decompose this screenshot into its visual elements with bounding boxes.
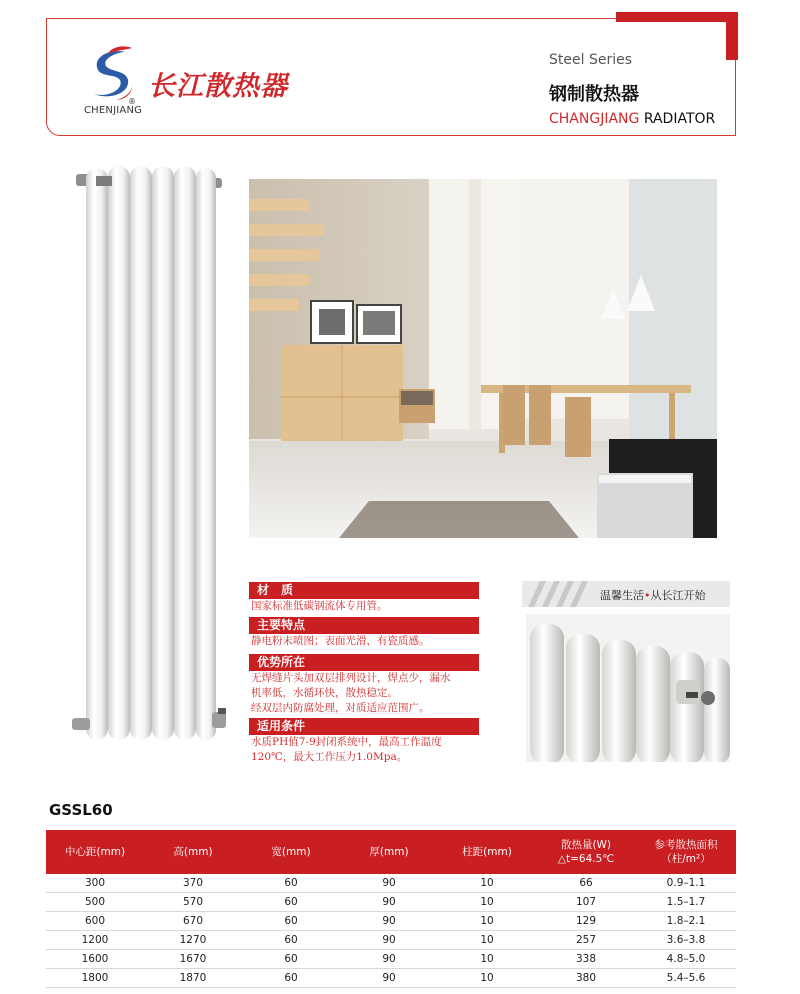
- table-header-row: [46, 830, 736, 874]
- table-cell: 570: [144, 893, 242, 912]
- registered-mark: ®: [128, 97, 136, 106]
- feature-heading: 适用条件: [249, 718, 479, 735]
- header-line: 中心距(mm): [64, 846, 126, 858]
- column-header: [536, 830, 636, 874]
- table-cell: 0.9–1.1: [636, 874, 736, 893]
- table-cell: 10: [438, 912, 536, 931]
- feature-characteristics: [249, 617, 479, 649]
- product-title: [549, 111, 715, 127]
- table-cell: 1870: [144, 969, 242, 988]
- column-header: [636, 830, 736, 874]
- table-cell: 10: [438, 931, 536, 950]
- table-cell: 370: [144, 874, 242, 893]
- feature-line: 机率低，水循环快，散热稳定。: [251, 687, 398, 699]
- table-cell: 1800: [46, 969, 144, 988]
- table-cell: 338: [536, 950, 636, 969]
- radiator-product-image: [72, 162, 232, 752]
- header-line: （柱/m²）: [661, 853, 711, 865]
- header-corner-accent-vertical: [726, 12, 738, 60]
- table-row: [46, 950, 736, 969]
- feature-line: 经双层内防腐处理，对质适应范围广。: [251, 702, 430, 714]
- table-cell: 90: [340, 969, 438, 988]
- interior-room-photo: [249, 179, 717, 538]
- table-cell: 4.8–5.0: [636, 950, 736, 969]
- table-row: [46, 931, 736, 950]
- table-cell: 90: [340, 912, 438, 931]
- table-cell: 10: [438, 874, 536, 893]
- column-header: [46, 830, 144, 874]
- table-cell: 1270: [144, 931, 242, 950]
- table-cell: 90: [340, 893, 438, 912]
- feature-line: 120℃，最大工作压力1.0Mpa。: [251, 751, 408, 763]
- column-header: [438, 830, 536, 874]
- table-cell: 107: [536, 893, 636, 912]
- brand-name-cn: 长江散热器: [148, 71, 288, 102]
- header-line: 柱距(mm): [462, 846, 512, 858]
- header-line: 宽(mm): [271, 846, 311, 858]
- header-line: 参考散热面积: [654, 839, 718, 851]
- table-cell: 300: [46, 874, 144, 893]
- table-cell: 10: [438, 950, 536, 969]
- table-cell: 60: [242, 969, 340, 988]
- feature-conditions: [249, 718, 479, 765]
- table-cell: 60: [242, 912, 340, 931]
- table-cell: 5.4–5.6: [636, 969, 736, 988]
- table-cell: 1200: [46, 931, 144, 950]
- series-label-en: Steel Series: [549, 52, 632, 68]
- header-line: 厚(mm): [369, 846, 409, 858]
- table-cell: 1.5–1.7: [636, 893, 736, 912]
- header-line: 高(mm): [173, 846, 213, 858]
- table-row: [46, 893, 736, 912]
- product-title-type: RADIATOR: [643, 111, 716, 127]
- feature-line: 静电粉末喷图；表面光滑，有瓷质感。: [251, 635, 430, 647]
- table-cell: 1.8–2.1: [636, 912, 736, 931]
- table-cell: 129: [536, 912, 636, 931]
- table-cell: 1670: [144, 950, 242, 969]
- model-number: GSSL60: [49, 801, 113, 819]
- column-header: [242, 830, 340, 874]
- column-header: [340, 830, 438, 874]
- slogan-right: 从长江开始: [650, 589, 706, 602]
- table-cell: 90: [340, 931, 438, 950]
- table-cell: 90: [340, 950, 438, 969]
- table-cell: 60: [242, 931, 340, 950]
- feature-heading: 材 质: [249, 582, 479, 599]
- feature-advantages: [249, 654, 479, 716]
- table-cell: 90: [340, 874, 438, 893]
- series-label-cn: 钢制散热器: [549, 84, 639, 105]
- table-cell: 10: [438, 969, 536, 988]
- slogan-banner: [522, 581, 730, 607]
- table-row: [46, 969, 736, 988]
- table-cell: 500: [46, 893, 144, 912]
- spec-table: [46, 830, 736, 988]
- table-cell: 66: [536, 874, 636, 893]
- feature-material: [249, 582, 479, 614]
- header-line: △t=64.5℃: [557, 853, 615, 865]
- table-cell: 380: [536, 969, 636, 988]
- table-cell: 10: [438, 893, 536, 912]
- header-corner-accent: [616, 12, 738, 22]
- table-cell: 3.6–3.8: [636, 931, 736, 950]
- feature-heading: 主要特点: [249, 617, 479, 634]
- slogan-text: [600, 587, 706, 603]
- header-line: 散热量(W): [560, 839, 612, 851]
- radiator-detail-photo: [526, 614, 730, 762]
- slogan-dot: •: [644, 589, 651, 602]
- table-cell: 257: [536, 931, 636, 950]
- table-cell: 670: [144, 912, 242, 931]
- column-header: [144, 830, 242, 874]
- brand-name-en: CHENJIANG: [84, 105, 143, 116]
- table-row: [46, 874, 736, 893]
- table-cell: 600: [46, 912, 144, 931]
- feature-heading: 优势所在: [249, 654, 479, 671]
- stripe-decoration-icon: [522, 581, 602, 607]
- table-cell: 60: [242, 950, 340, 969]
- feature-line: 无焊缝片头加双层排列设计，焊点少，漏水: [251, 672, 451, 684]
- product-title-brand: CHANGJIANG: [549, 111, 640, 127]
- brand-logo-icon: [86, 44, 138, 104]
- slogan-left: 温馨生活: [600, 589, 644, 602]
- table-cell: 60: [242, 893, 340, 912]
- table-cell: 1600: [46, 950, 144, 969]
- feature-line: 国家标准低碳钢流体专用管。: [251, 600, 388, 612]
- feature-line: 水质PH值7-9封闭系统中，最高工作温度: [251, 736, 442, 748]
- table-row: [46, 912, 736, 931]
- table-cell: 60: [242, 874, 340, 893]
